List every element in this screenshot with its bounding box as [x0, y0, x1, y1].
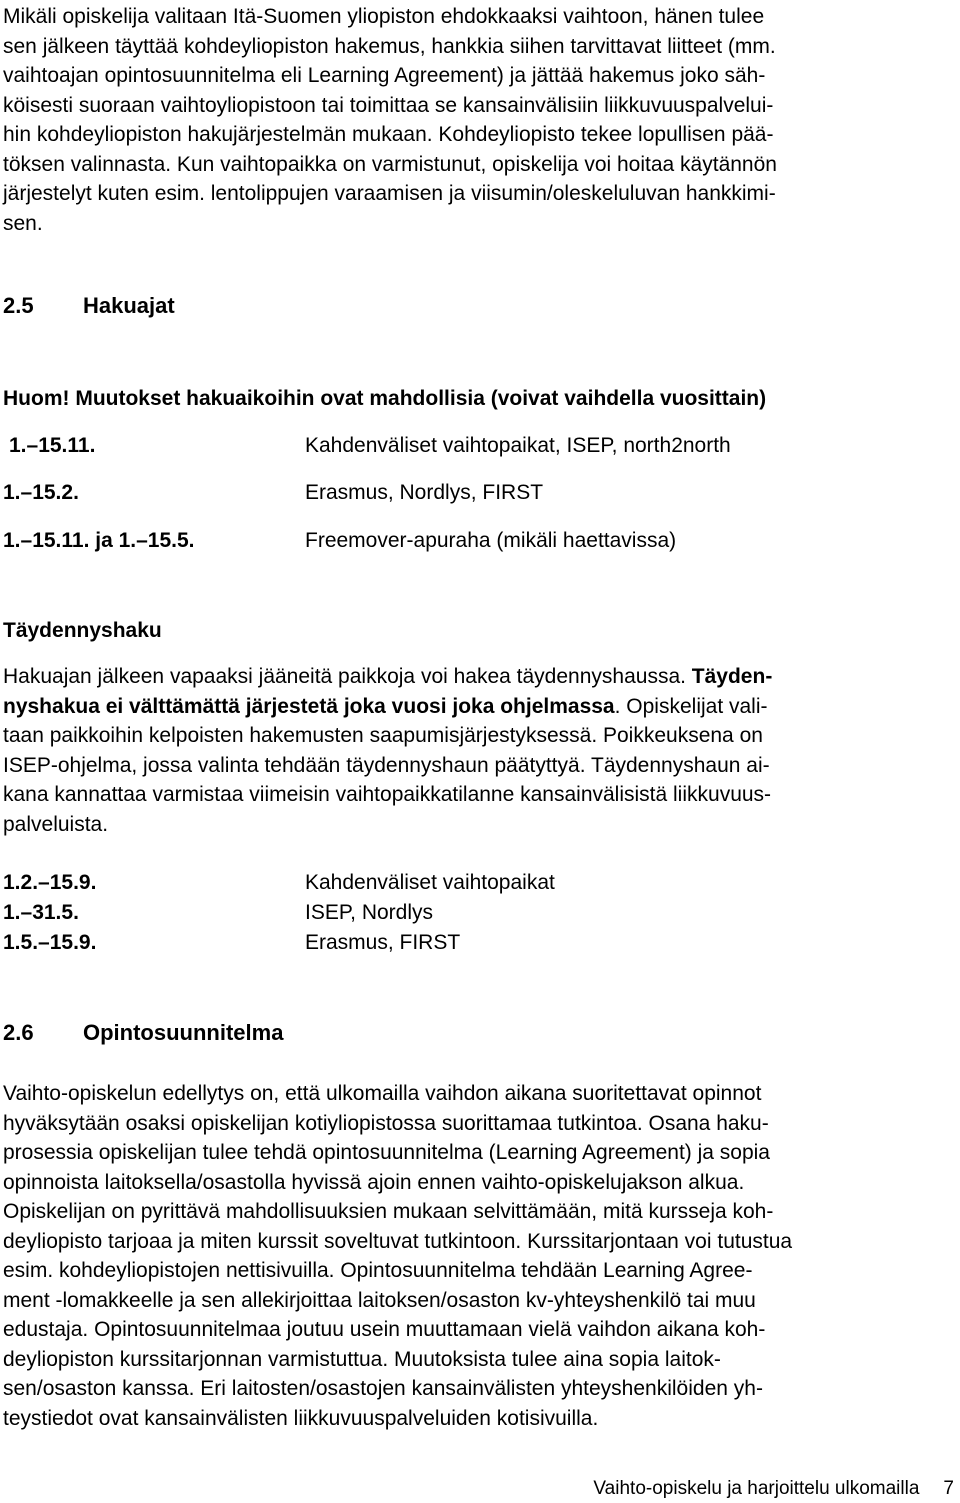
ops-line: Vaihto-opiskelun edellytys on, että ulkomailla vaihdon aikana suoritettavat opinnot: [3, 1082, 762, 1105]
deadline-date: 1.5.–15.9.: [3, 931, 97, 954]
section-number: 2.5: [3, 293, 34, 318]
tayd-line: kana kannattaa varmistaa viimeisin vaihtopaikkatilanne kansainvälisistä liikkuvuus-: [3, 783, 772, 806]
opintosuunnitelma-paragraph: [3, 1079, 955, 1433]
page-number: 7: [943, 1478, 954, 1499]
section-heading-hakuajat: [3, 293, 175, 319]
deadline-date: 1.–15.11.: [9, 434, 96, 457]
ops-line: deyliopiston kurssitarjonnan varmistuttua. Muutoksista tulee aina sopia laitok-: [3, 1347, 721, 1371]
intro-line: Mikäli opiskelija valitaan Itä-Suomen yliopiston ehdokkaaksi vaihtoon, hänen tulee: [3, 5, 765, 28]
footer-title: Vaihto-opiskelu ja harjoittelu ulkomailla: [593, 1478, 920, 1499]
page-footer: [593, 1478, 954, 1500]
ops-line: Opiskelijan on pyrittävä mahdollisuuksien mukaan selvittämään, mitä kursseja koh-: [3, 1200, 774, 1223]
deadline-program: Kahdenväliset vaihtopaikat, ISEP, north2north: [305, 434, 731, 457]
section-title: Hakuajat: [83, 293, 175, 318]
huom-note: Huom! Muutokset hakuaikoihin ovat mahdollisia (voivat vaihdella vuosittain): [3, 387, 767, 410]
ops-line: teystiedot ovat kansainvälisten liikkuvuuspalveluiden kotisivuilla.: [3, 1406, 599, 1430]
deadline-date: 1.–15.2.: [3, 481, 79, 504]
deadline-date: 1.–31.5.: [3, 901, 79, 924]
deadline-program: ISEP, Nordlys: [305, 901, 433, 924]
intro-line: vaihtoajan opintosuunnitelma eli Learning Agreement) ja jättää hakemus joko säh-: [3, 64, 766, 87]
taydennyshaku-paragraph: [3, 662, 955, 839]
ops-line: esim. kohdeyliopistojen nettisivuilla. Opintosuunnitelma tehdään Learning Agree-: [3, 1259, 753, 1282]
section-title: Opintosuunnitelma: [83, 1020, 284, 1045]
intro-line: töksen valinnasta. Kun vaihtopaikka on varmistunut, opiskelija voi hoitaa käytännön: [3, 152, 777, 176]
tayd-line: taan paikkoihin kelpoisten hakemusten saapumisjärjestyksessä. Poikkeuksena on: [3, 724, 763, 747]
intro-line: sen.: [3, 211, 43, 235]
intro-line: köisesti suoraan vaihtoyliopistoon tai toimittaa se kansainvälisiin liikkuvuuspalvelui-: [3, 93, 774, 117]
tayd-line: palveluista.: [3, 812, 109, 836]
ops-line: hyväksytään osaksi opiskelijan kotiyliopistossa suorittamaa tutkintoa. Osana haku-: [3, 1111, 769, 1135]
ops-line: opinnoista laitoksella/osastolla hyvissä ajoin ennen vaihto-opiskelujakson alkua.: [3, 1170, 745, 1194]
tayd-emphasis: Täyden-: [691, 665, 773, 688]
intro-line: sen jälkeen täyttää kohdeyliopiston hakemus, hankkia siihen tarvittavat liitteet (mm.: [3, 34, 776, 58]
ops-line: deyliopisto tarjoaa ja miten kurssit soveltuvat tutkintoon. Kurssitarjontaan voi tutustua: [3, 1229, 793, 1253]
intro-line: järjestelyt kuten esim. lentolippujen varaamisen ja viisumin/oleskeluluvan hankkimi-: [3, 182, 776, 205]
section-number: 2.6: [3, 1020, 34, 1045]
tayd-text: . Opiskelijat vali-: [614, 694, 768, 718]
section-heading-opintosuunnitelma: [3, 1020, 283, 1046]
tayd-line: [3, 692, 955, 722]
deadline-program: Freemover-apuraha (mikäli haettavissa): [305, 529, 677, 552]
deadline-program: Erasmus, FIRST: [305, 931, 461, 954]
intro-line: hin kohdeyliopiston hakujärjestelmän mukaan. Kohdeyliopisto tekee lopullisen pää-: [3, 123, 774, 146]
ops-line: edustaja. Opintosuunnitelmaa joutuu usein muuttamaan vielä vaihdon aikana koh-: [3, 1318, 766, 1341]
deadline-program: Kahdenväliset vaihtopaikat: [305, 871, 555, 894]
intro-paragraph: [3, 2, 955, 238]
ops-line: ment -lomakkeelle ja sen allekirjoittaa laitoksen/osaston kv-yhteyshenkilö tai muu: [3, 1288, 756, 1312]
deadline-program: Erasmus, Nordlys, FIRST: [305, 481, 544, 504]
ops-line: sen/osaston kanssa. Eri laitosten/osastojen kansainvälisten yhteyshenkilöiden yh-: [3, 1377, 763, 1400]
subheading-taydennyshaku: Täydennyshaku: [3, 619, 162, 642]
deadline-date: 1.–15.11. ja 1.–15.5.: [3, 529, 195, 552]
ops-line: prosessia opiskelijan tulee tehdä opintosuunnitelma (Learning Agreement) ja sopia: [3, 1141, 770, 1164]
tayd-line: [3, 662, 955, 692]
tayd-line: ISEP-ohjelma, jossa valinta tehdään täydennyshaun päätyttyä. Täydennyshaun ai-: [3, 753, 770, 777]
tayd-text: Hakuajan jälkeen vapaaksi jääneitä paikkoja voi hakea täydennyshaussa.: [3, 665, 692, 688]
tayd-emphasis: nyshakua ei välttämättä järjestetä joka vuosi joka ohjelmassa: [3, 694, 615, 718]
deadline-date: 1.2.–15.9.: [3, 871, 97, 894]
